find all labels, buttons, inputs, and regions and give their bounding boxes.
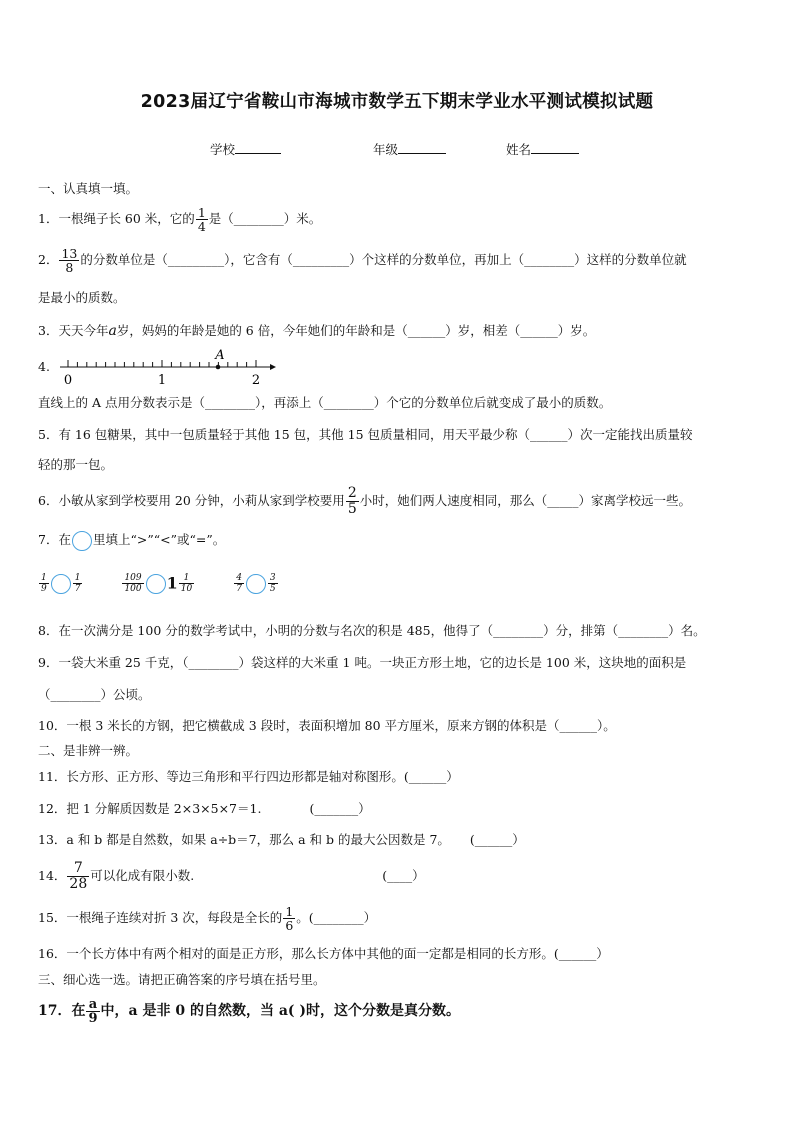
question-9-cont: （________）公顷。 (38, 687, 151, 702)
question-7-items: $\frac{1}{9}$ $\frac{1}{7}$ $\frac{109}{100}$ 1 $\frac{1}{10}$ $\frac{4}{7}$ $\frac{3}{5}$ (41, 573, 276, 594)
question-6: 6．小敏从家到学校要用 20 分钟，小莉从家到学校要用 $\frac{2}{5}$ 小时，她们两人速度相同，那么（_____）家离学校远一些。 (38, 485, 691, 517)
point-a (216, 365, 221, 370)
school-label: 学校 (210, 142, 236, 157)
question-7: 7．在 里填上“>”“<”或“=”。 (38, 529, 225, 551)
school-field[interactable] (210, 140, 281, 158)
name-label: 姓名 (506, 142, 532, 157)
question-9: 9．一袋大米重 25 千克，（________）袋这样的大米重 1 吨。一块正方形土地，它的边长是 100 米，这块地的面积是 (38, 655, 687, 670)
compare-circle[interactable] (51, 574, 71, 594)
question-10: 10．一根 3 米长的方钢，把它横截成 3 段时，表面积增加 80 平方厘米，原来方钢的体积是（______）。 (38, 718, 616, 733)
question-1: 1．一根绳子长 60 米，它的 $\frac{1}{4}$ 是（________）米。 (38, 205, 322, 234)
question-5: 5．有 16 包糖果，其中一包质量轻于其他 15 包，其他 15 包质量相同，用天平最少称（______）次一定能找出质量较 (38, 427, 693, 442)
question-4-label: 4. (38, 359, 50, 374)
question-2-cont: 是最小的质数。 (38, 290, 126, 305)
question-12: 12．把 1 分解质因数是 2×3×5×7＝1. (_______） (38, 801, 371, 816)
section-3-heading: 三、细心选一选。请把正确答案的序号填在括号里。 (38, 972, 326, 987)
name-field[interactable] (506, 140, 579, 158)
question-16: 16．一个长方体中有两个相对的面是正方形，那么长方体中其他的面一定都是相同的长方形。(______） (38, 946, 609, 961)
section-1-heading: 一、认真填一填。 (38, 181, 139, 196)
point-a-label: A (215, 348, 225, 363)
compare-circle (72, 531, 92, 551)
question-13: 13．a 和 b 都是自然数，如果 a÷b＝7，那么 a 和 b 的最大公因数是 7。 (______） (38, 832, 525, 847)
question-15: 15．一根绳子连续对折 3 次，每段是全长的 $\frac{1}{6}$ 。(________） (38, 904, 377, 933)
question-5-cont: 轻的那一包。 (38, 457, 114, 472)
question-11: 11．长方形、正方形、等边三角形和平行四边形都是轴对称图形。(______） (38, 769, 459, 784)
question-3: 3．天天今年a岁，妈妈的年龄是她的 6 倍，今年她们的年龄和是（______）岁，相差（______）岁。 (38, 323, 596, 339)
question-4: 直线上的 A 点用分数表示是（________），再添上（________）个它的分数单位后就变成了最小的质数。 (38, 395, 612, 410)
compare-circle[interactable] (146, 574, 166, 594)
tick-label-0: 0 (63, 373, 73, 388)
grade-label: 年级 (373, 142, 399, 157)
question-14: 14． $\frac{7}{28}$ 可以化成有限小数. (____） (38, 860, 425, 892)
tick-label-2: 2 (251, 373, 261, 388)
compare-circle[interactable] (246, 574, 266, 594)
question-8: 8．在一次满分是 100 分的数学考试中，小明的分数与名次的积是 485，他得了（________）分，排第（________）名。 (38, 623, 706, 638)
question-17: 17．在 $\frac{a}{9}$ 中，a 是非 0 的自然数，当 a( )时，这个分数是真分数。 (38, 996, 461, 1026)
page-title: 2023届辽宁省鞍山市海城市数学五下期末学业水平测试模拟试题 (140, 92, 654, 112)
section-2-heading: 二、是非辨一辨。 (38, 743, 139, 758)
tick-label-1: 1 (157, 373, 167, 388)
question-2: 2． $\frac{13}{8}$ 的分数单位是（_________），它含有（_________）个这样的分数单位，再加上（________）这样的分数单位就 (38, 246, 687, 275)
number-line (56, 346, 276, 388)
grade-field[interactable] (373, 140, 446, 158)
